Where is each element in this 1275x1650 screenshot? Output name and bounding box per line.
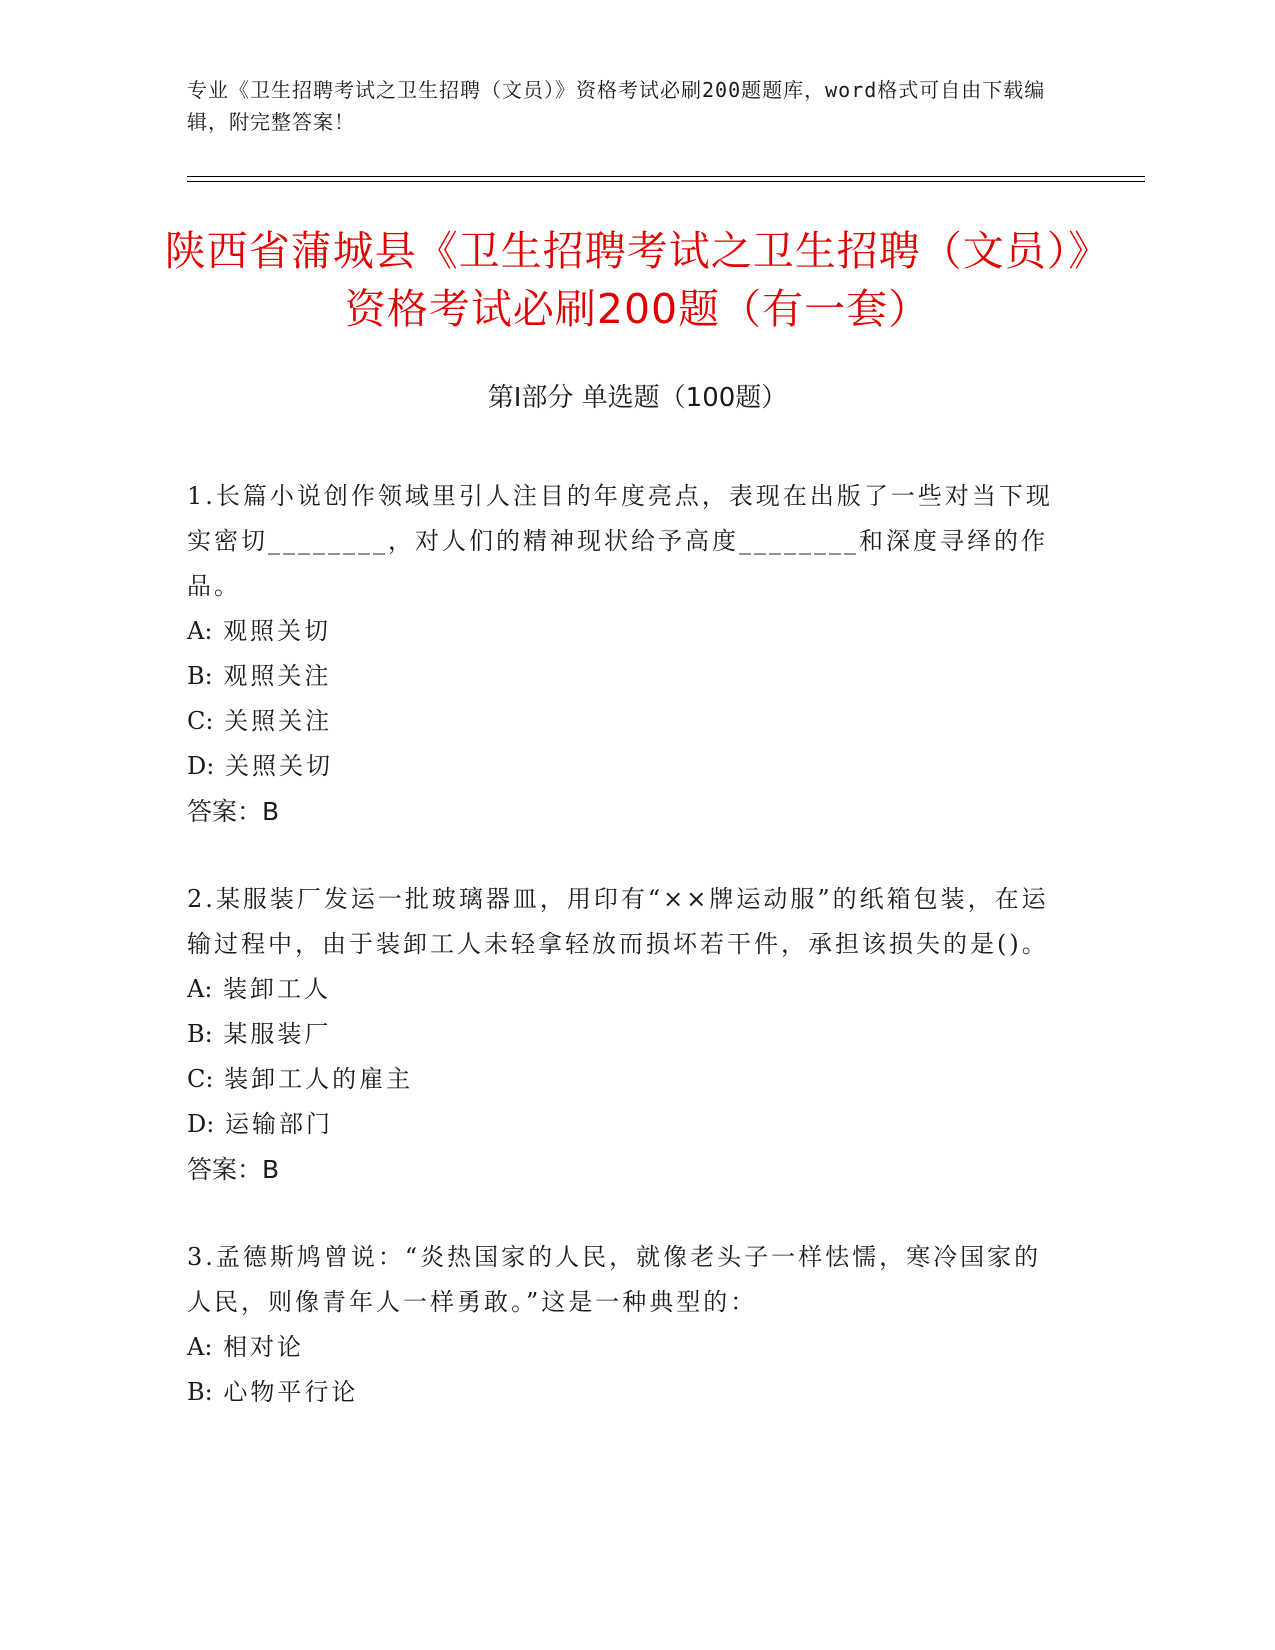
option-d bbox=[187, 1102, 1067, 1147]
option-text: 关照关注 bbox=[224, 707, 333, 735]
option-text: 心物平行论 bbox=[223, 1378, 359, 1406]
option-text: 观照关注 bbox=[223, 662, 332, 690]
option-letter: A: bbox=[187, 617, 213, 645]
option-d bbox=[187, 744, 1067, 789]
option-letter: B: bbox=[187, 1020, 213, 1048]
option-letter: D: bbox=[187, 752, 215, 780]
question-2 bbox=[187, 877, 1067, 1192]
option-text: 某服装厂 bbox=[223, 1020, 332, 1048]
section-title: 第Ⅰ部分 单选题（100题） bbox=[487, 383, 788, 413]
header-divider-bottom bbox=[187, 181, 1145, 182]
option-a bbox=[187, 1325, 1067, 1370]
question-list bbox=[187, 474, 1067, 1458]
option-b bbox=[187, 1370, 1067, 1415]
option-c bbox=[187, 1057, 1067, 1102]
option-text: 关照关切 bbox=[224, 752, 333, 780]
answer-line: 答案：B bbox=[187, 797, 280, 826]
option-text: 观照关切 bbox=[223, 617, 332, 645]
option-a bbox=[187, 967, 1067, 1012]
question-3 bbox=[187, 1235, 1067, 1415]
header-note: 专业《卫生招聘考试之卫生招聘（文员）》资格考试必刷200题题库，word格式可自由下载编辑，附完整答案！ bbox=[187, 78, 1046, 134]
question-1 bbox=[187, 474, 1067, 834]
option-c bbox=[187, 699, 1067, 744]
option-b bbox=[187, 1012, 1067, 1057]
option-letter: B: bbox=[187, 662, 213, 690]
question-stem: 2.某服装厂发运一批玻璃器皿，用印有“××牌运动服”的纸箱包装，在运输过程中，由于装卸工人未轻拿轻放而损坏若干件，承担该损失的是()。 bbox=[187, 885, 1049, 958]
option-text: 相对论 bbox=[223, 1333, 305, 1361]
option-b bbox=[187, 654, 1067, 699]
option-a bbox=[187, 609, 1067, 654]
option-letter: A: bbox=[187, 975, 213, 1003]
document-title: 陕西省蒲城县《卫生招聘考试之卫生招聘（文员）》资格考试必刷200题（有一套） bbox=[164, 227, 1111, 333]
option-letter: D: bbox=[187, 1110, 215, 1138]
option-text: 运输部门 bbox=[224, 1110, 333, 1138]
question-stem: 1.长篇小说创作领域里引人注目的年度亮点，表现在出版了一些对当下现实密切________，对人们的精神现状给予高度________和深度寻绎的作品。 bbox=[187, 482, 1053, 600]
option-letter: B: bbox=[187, 1378, 213, 1406]
option-text: 装卸工人 bbox=[223, 975, 332, 1003]
option-letter: C: bbox=[187, 707, 214, 735]
answer-line: 答案：B bbox=[187, 1155, 280, 1184]
option-letter: A: bbox=[187, 1333, 213, 1361]
header-divider-top bbox=[187, 176, 1145, 177]
option-text: 装卸工人的雇主 bbox=[224, 1065, 414, 1093]
option-letter: C: bbox=[187, 1065, 214, 1093]
question-stem: 3.孟德斯鸠曾说：“炎热国家的人民，就像老头子一样怯懦，寒冷国家的人民，则像青年人一样勇敢。”这是一种典型的： bbox=[187, 1243, 1042, 1316]
